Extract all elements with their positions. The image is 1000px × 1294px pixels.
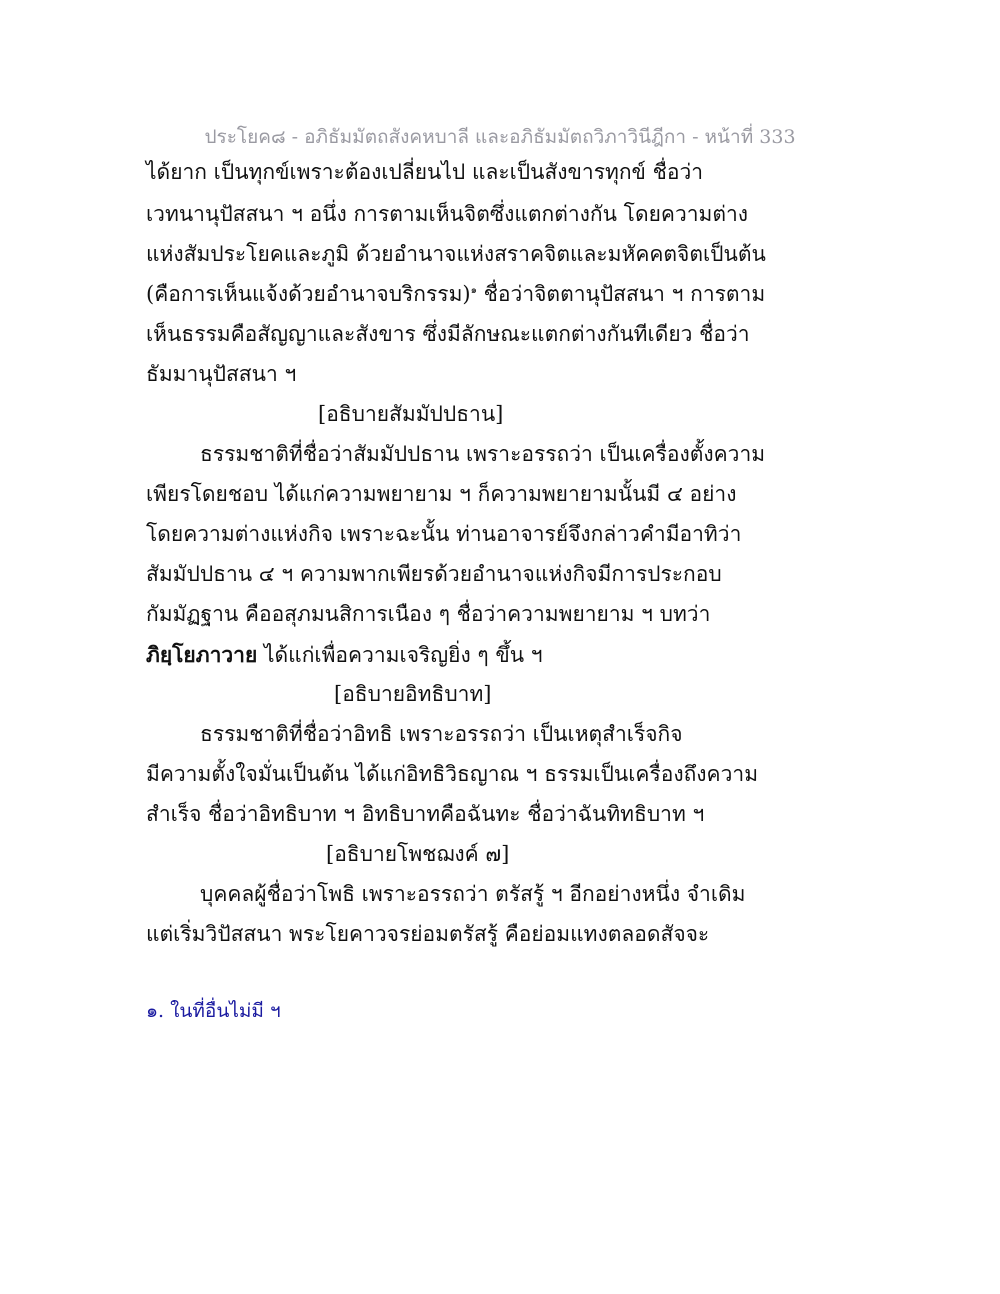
text-line: ธรรมชาติที่ชื่อว่าอิทธิ เพราะอรรถว่า เป็นเหตุสำเร็จกิจ bbox=[200, 722, 683, 746]
text-line: สัมมัปปธาน ๔ ฯ ความพากเพียรด้วยอำนาจแห่งกิจมีการประกอบ bbox=[146, 562, 722, 586]
page-header bbox=[0, 122, 1000, 152]
text-line: กัมมัฏฐาน คืออสุภมนสิการเนือง ๆ ชื่อว่าความพยายาม ฯ บทว่า bbox=[146, 602, 711, 626]
text-segment: (คือการเห็นแจ้งด้วยอำนาจบริกรรม) bbox=[146, 282, 471, 306]
text-segment: ได้แก่เพื่อความเจริญยิ่ง ๆ ขึ้น ฯ bbox=[263, 643, 543, 667]
text-line: โดยความต่างแห่งกิจ เพราะฉะนั้น ท่านอาจารย์จึงกล่าวคำมีอาทิว่า bbox=[146, 522, 742, 546]
text-line: ธัมมานุปัสสนา ฯ bbox=[146, 362, 297, 386]
text-line: มีความตั้งใจมั่นเป็นต้น ได้แก่อิทธิวิธญาณ ฯ ธรรมเป็นเครื่องถึงความ bbox=[146, 762, 759, 786]
text-line: ได้ยาก เป็นทุกข์เพราะต้องเปลี่ยนไป และเป็นสังขารทุกข์ ชื่อว่า bbox=[146, 160, 704, 184]
running-title: ประโยค๘ - อภิธัมมัตถสังคหบาลี และอภิธัมมัตถวิภาวินีฎีกา - หน้าที่ 333 bbox=[204, 126, 796, 148]
text-line: เห็นธรรมคือสัญญาและสังขาร ซึ่งมีลักษณะแตกต่างกันทีเดียว ชื่อว่า bbox=[146, 322, 750, 346]
text-line bbox=[146, 644, 543, 666]
section-heading: [อธิบายโพชฌงค์ ๗] bbox=[326, 842, 510, 866]
text-line: เพียรโดยชอบ ได้แก่ความพยายาม ฯ ก็ความพยายามนั้นมี ๔ อย่าง bbox=[146, 482, 737, 506]
section-heading: [อธิบายอิทธิบาท] bbox=[334, 682, 492, 706]
section-heading: [อธิบายสัมมัปปธาน] bbox=[318, 402, 504, 426]
text-segment: ชื่อว่าจิตตานุปัสสนา ฯ การตาม bbox=[483, 282, 766, 306]
text-line: ธรรมชาติที่ชื่อว่าสัมมัปปธาน เพราะอรรถว่า เป็นเครื่องตั้งความ bbox=[200, 442, 766, 466]
footnote: ๑. ในที่อื่นไม่มี ฯ bbox=[146, 1000, 281, 1022]
text-line: แห่งสัมประโยคและภูมิ ด้วยอำนาจแห่งสราคจิตและมหัคคตจิตเป็นต้น bbox=[146, 242, 766, 266]
text-line: บุคคลผู้ชื่อว่าโพธิ เพราะอรรถว่า ตรัสรู้ ฯ อีกอย่างหนึ่ง จำเดิม bbox=[200, 882, 746, 906]
footnote-marker: ๑ bbox=[470, 285, 477, 296]
text-line: แต่เริ่มวิปัสสนา พระโยคาวจรย่อมตรัสรู้ คือย่อมแทงตลอดสัจจะ bbox=[146, 922, 710, 946]
bold-term: ภิยฺโยภาวาย bbox=[146, 642, 258, 667]
text-line: เวทนานุปัสสนา ฯ อนึ่ง การตามเห็นจิตซึ่งแตกต่างกัน โดยความต่าง bbox=[146, 202, 749, 226]
text-line: สำเร็จ ชื่อว่าอิทธิบาท ฯ อิทธิบาทคือฉันทะ ชื่อว่าฉันทิทธิบาท ฯ bbox=[146, 802, 705, 826]
text-line bbox=[146, 284, 765, 305]
